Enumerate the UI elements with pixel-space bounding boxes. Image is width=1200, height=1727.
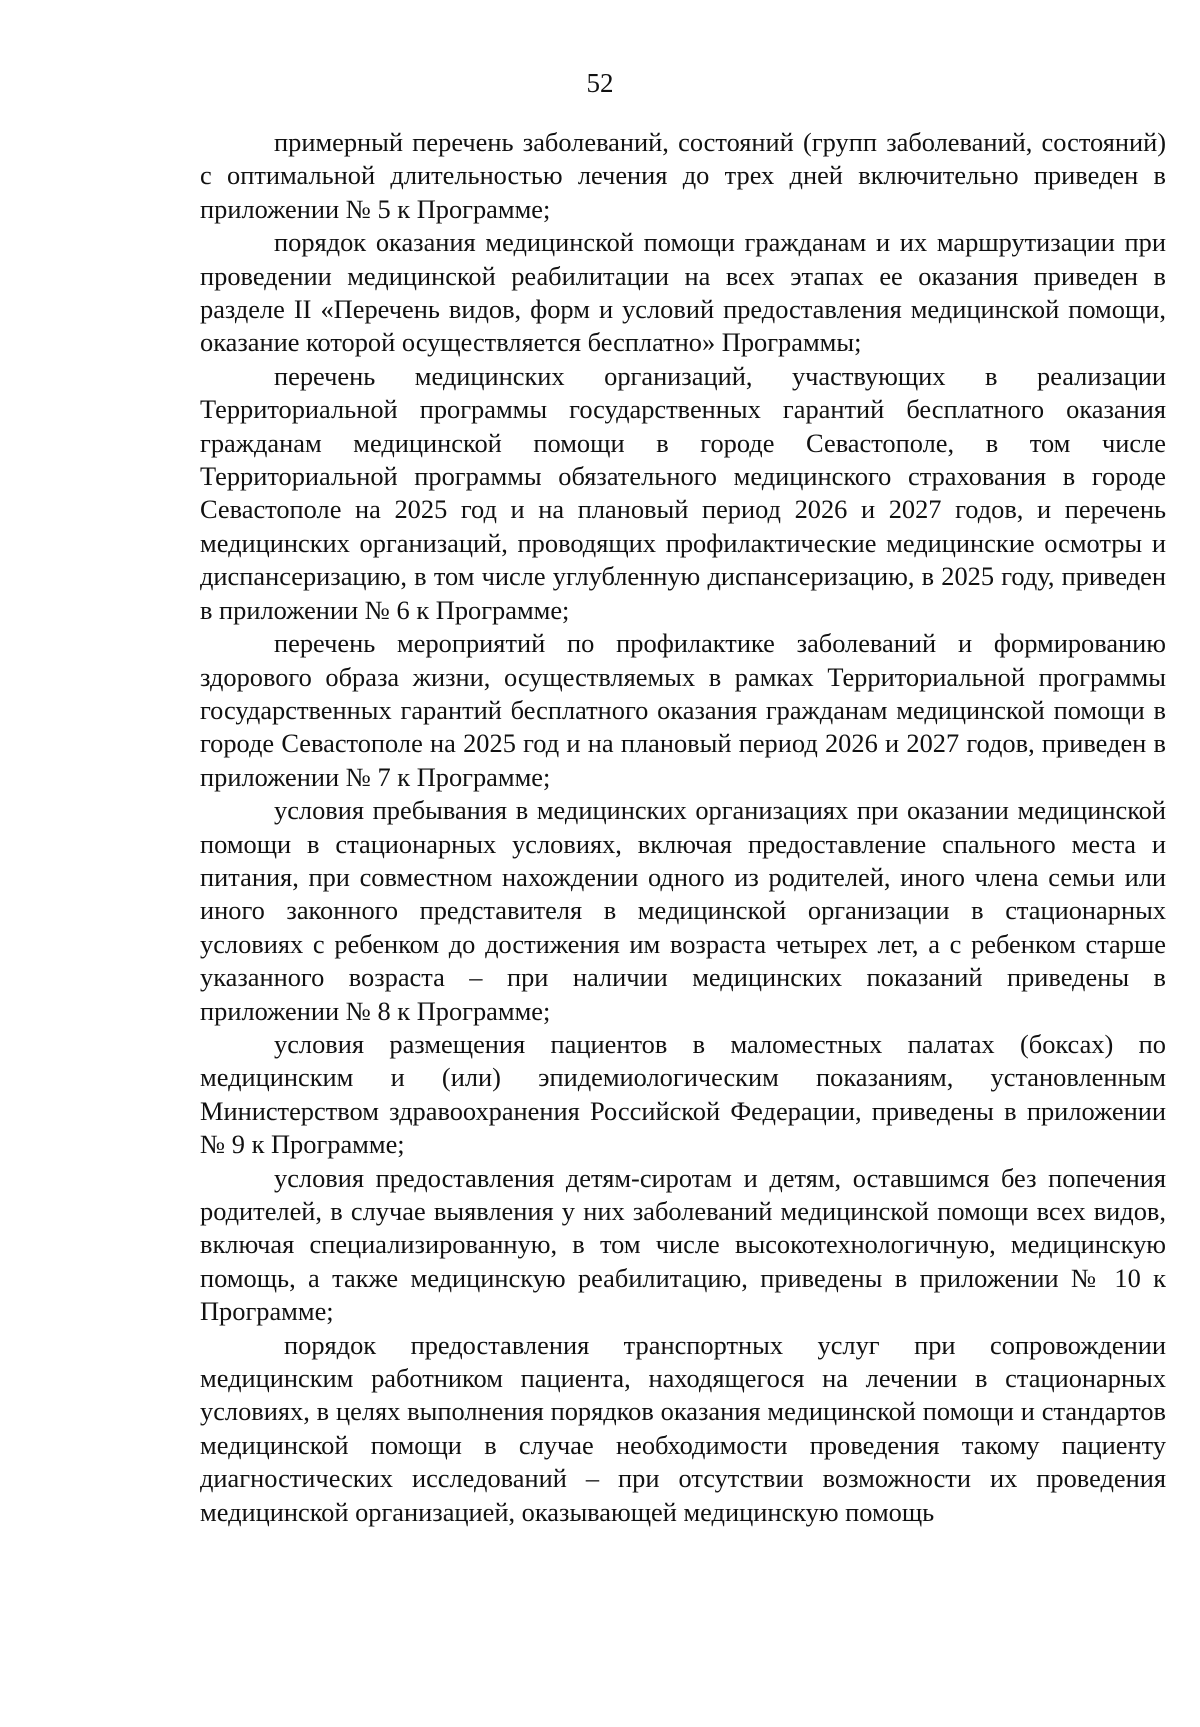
paragraph-stay-conditions: условия пребывания в медицинских организациях при оказании медицинской помощи в стационарных условиях, включая предоставление спального места и питания, при совместном нахождении одного из родителей, иного члена семьи или иного законного представителя в медицинской организации в стационарных условиях с ребенком до достижения им возраста четырех лет, а с ребенком старше указанного возраста – при наличии медицинских показаний приведены в приложении № 8 к Программе; [200,795,1166,1026]
paragraph-medical-organizations-list: перечень медицинских организаций, участвующих в реализации Территориальной программы государственных гарантий бесплатного оказания гражданам медицинской помощи в городе Севастополе, в том числе Территориальной программы обязательного медицинского страхования в городе Севастополе на 2025 год и на плановый период 2026 и 2027 годов, и перечень медицинских организаций, проводящих профилактические медицинские осмотры и диспансеризацию, в том числе углубленную диспансеризацию, в 2025 году, приведен в приложении № 6 к Программе; [200,360,1166,625]
paragraph-disease-list: примерный перечень заболеваний, состояний (групп заболеваний, состояний) с оптимальной длительностью лечения до трех дней включительно приведен в приложении № 5 к Программе; [200,127,1166,224]
paragraph-rehabilitation-procedure: порядок оказания медицинской помощи гражданам и их маршрутизации при проведении медицинской реабилитации на всех этапах ее оказания приведен в разделе II «Перечень видов, форм и условий предоставления медицинской помощи, оказание которой осуществляется бесплатно» Программы; [200,227,1166,358]
document-body [200,126,1166,1529]
paragraph-prevention-measures: перечень мероприятий по профилактике заболеваний и формированию здорового образа жизни, осуществляемых в рамках Территориальной программы государственных гарантий бесплатного оказания гражданам медицинской помощи в городе Севастополе на 2025 год и на плановый период 2026 и 2027 годов, приведен в приложении № 7 к Программе; [200,628,1166,792]
page-number: 52 [586,68,614,98]
paragraph-ward-placement: условия размещения пациентов в маломестных палатах (боксах) по медицинским и (или) эпидемиологическим показаниям, установленным Министерством здравоохранения Российской Федерации, приведены в приложении № 9 к Программе; [200,1028,1166,1160]
paragraph-orphan-care: условия предоставления детям-сиротам и детям, оставшимся без попечения родителей, в случае выявления у них заболеваний медицинской помощи всех видов, включая специализированную, в том числе высокотехнологичную, медицинскую помощь, а также медицинскую реабилитацию, приведены в приложении № 10 к Программе; [200,1162,1166,1327]
paragraph-transport-services: порядок предоставления транспортных услуг при сопровождении медицинским работником пациента, находящегося на лечении в стационарных условиях, в целях выполнения порядков оказания медицинской помощи и стандартов медицинской помощи в случае необходимости проведения такому пациенту диагностических исследований – при отсутствии возможности их проведения медицинской организацией, оказывающей медицинскую помощь [200,1329,1166,1527]
